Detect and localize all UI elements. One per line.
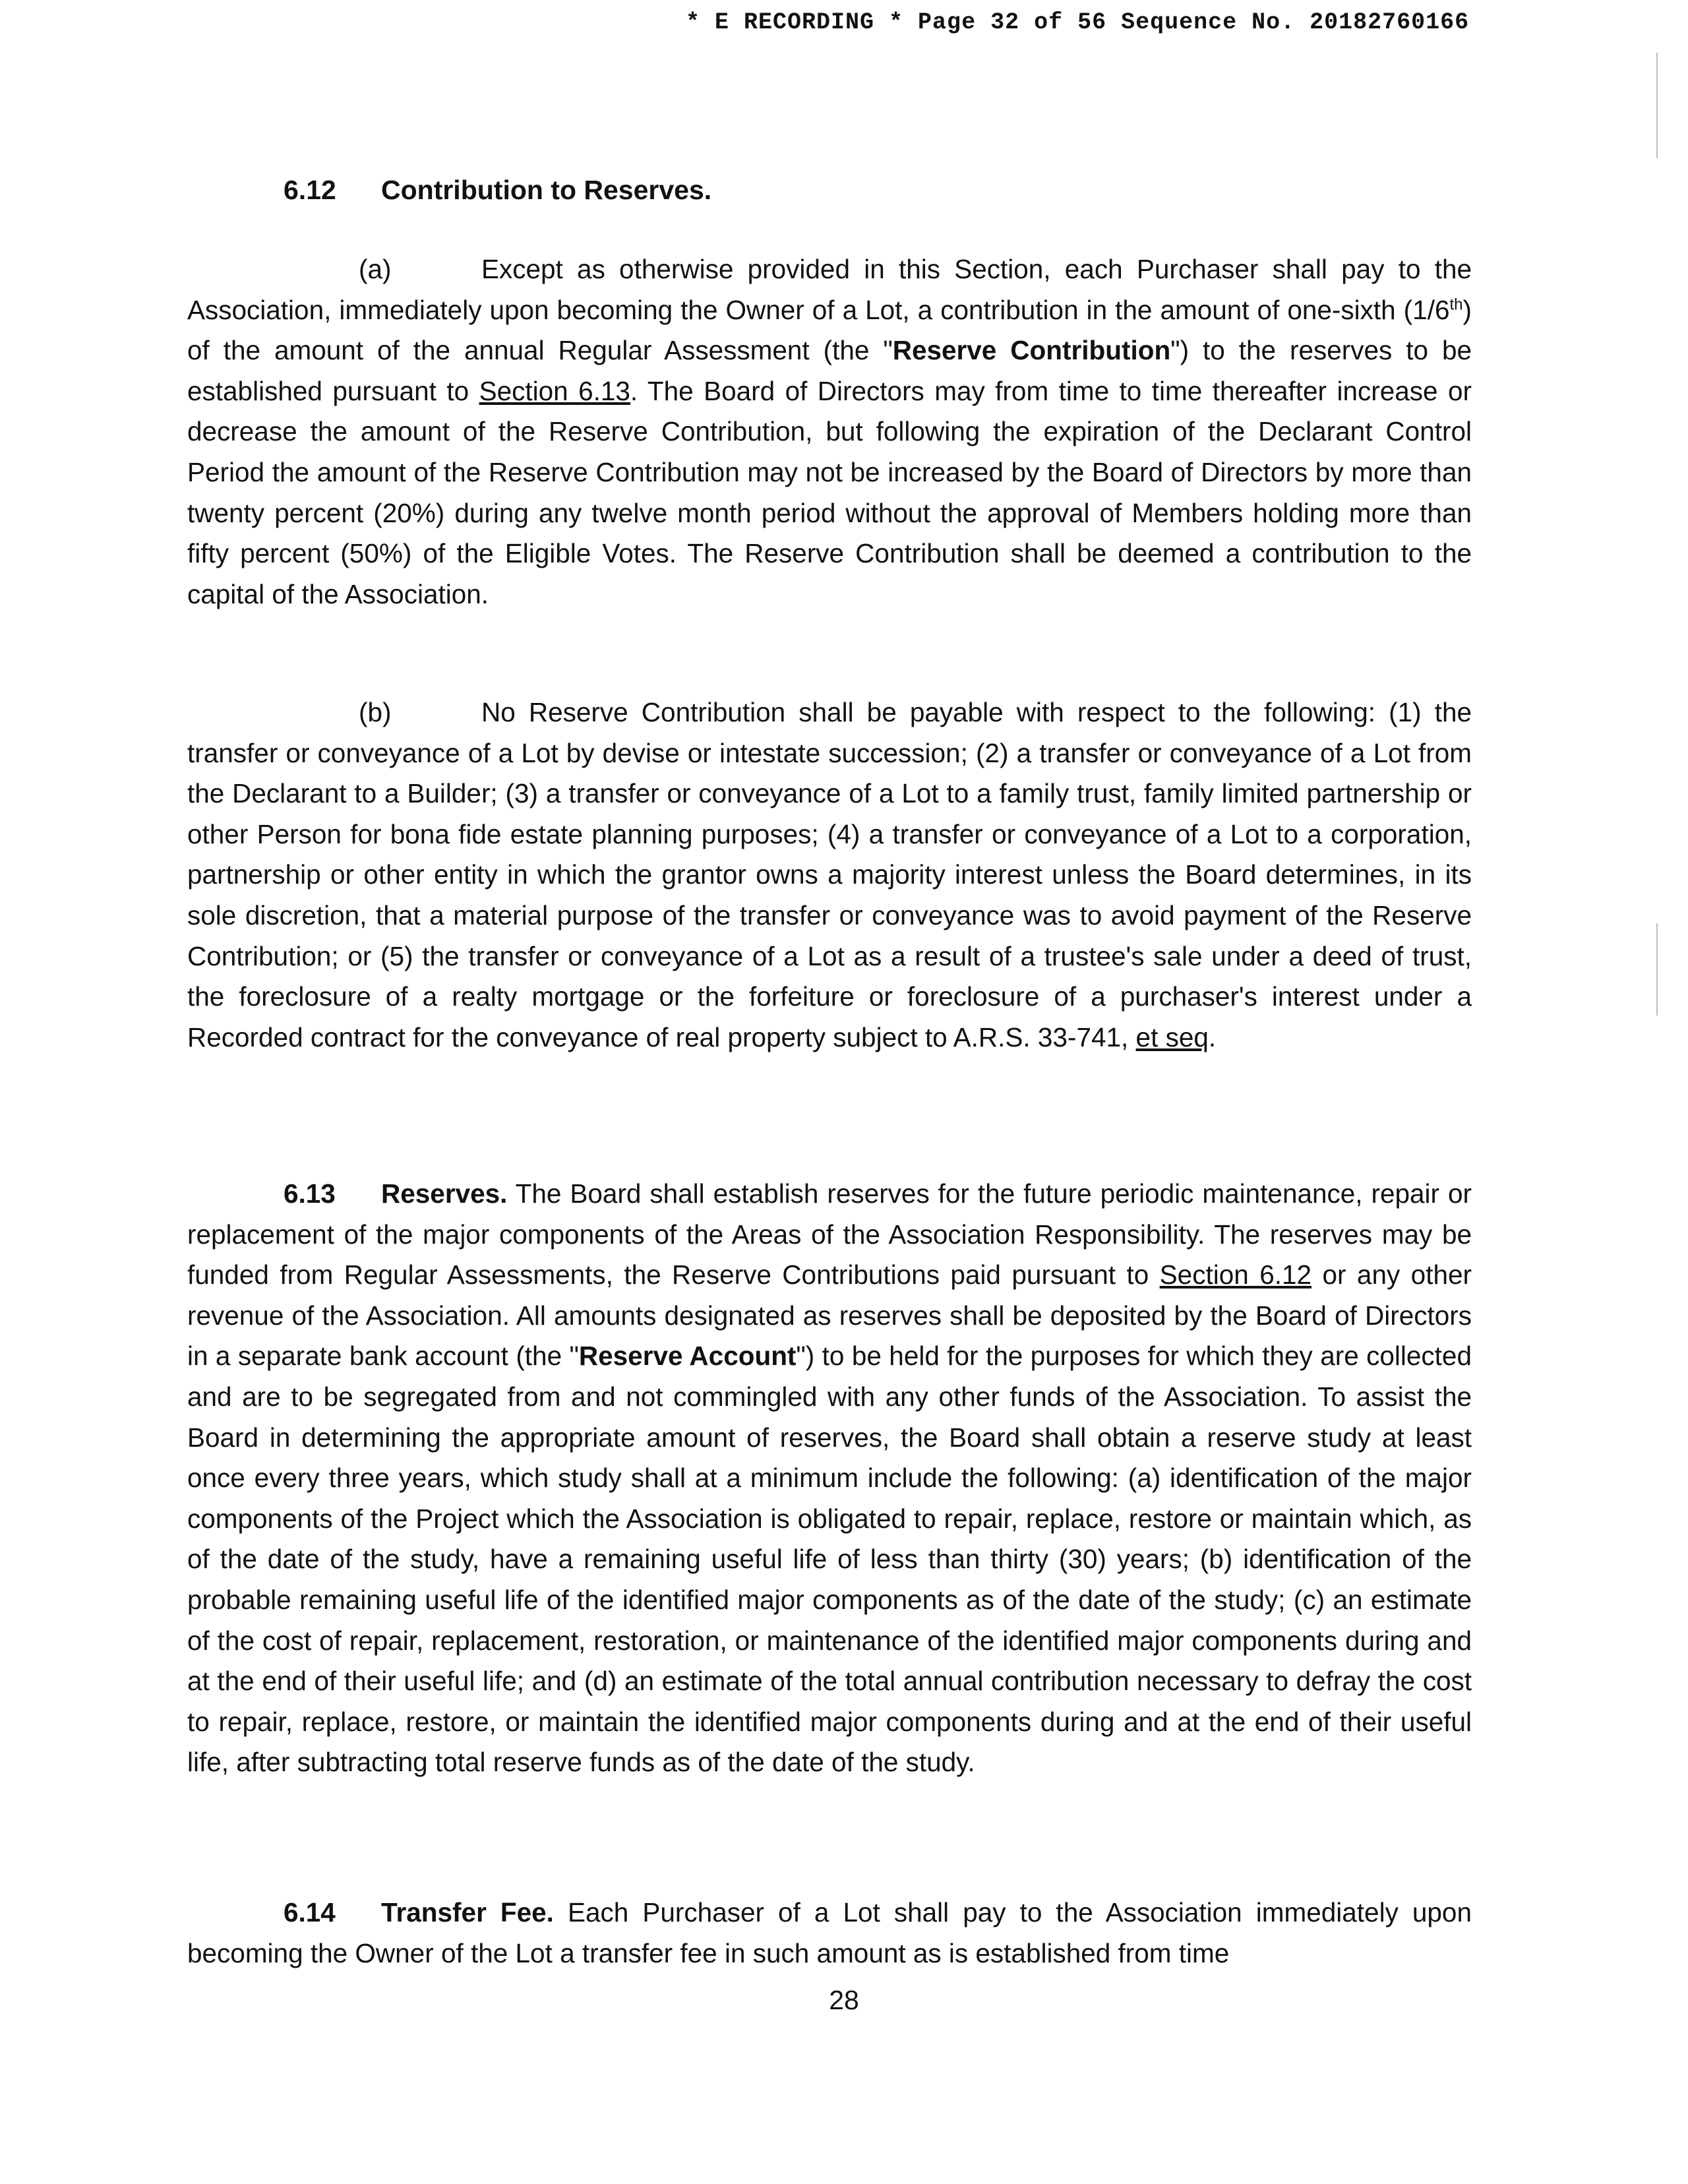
para-label: (a) [359, 254, 392, 284]
section-number: 6.13 [284, 1178, 336, 1209]
underlined-term: et seq [1135, 1021, 1209, 1052]
section-6-12-para-b: (b) No Reserve Contribution shall be payable with respect to the following: (1) the transfer or conveyance of a Lot by devise or intestate succession; (2) a transfer or conveyance of a Lot from the Declarant to a Builder; (3) a transfer or conveyance of a Lot to a family trust, family limited partnership or other Person for bona fide estate planning purposes; (4) a transfer or conveyance of a Lot to a corporation, partnership or other entity in which the grantor owns a majority interest unless the Board determines, in its sole discretion, that a material purpose of the transfer or conveyance was to avoid payment of the Reserve Contribution; or (5) the transfer or conveyance of a Lot as a result of a trustee's sale under a deed of trust, the foreclosure of a realty mortgage or the forfeiture or foreclosure of a purchaser's interest under a Recorded contract for the conveyance of real property subject to A.R.S. 33-741, et seq. [187, 692, 1472, 1058]
section-reference-link[interactable]: Section 6.13 [479, 375, 630, 406]
section-title: Transfer Fee. [381, 1897, 554, 1927]
section-6-14: 6.14 Transfer Fee. Each Purchaser of a Lot shall pay to the Association immediately upon becoming the Owner of the Lot a transfer fee in such amount as is established from time [187, 1893, 1472, 1974]
section-6-13: 6.13 Reserves. The Board shall establish reserves for the future periodic maintenance, repair or replacement of the major components of the Areas of the Association Responsibility. The reserves may be funded from Regular Assessments, the Reserve Contributions paid pursuant to Section 6.12 or any other revenue of the Association. All amounts designated as reserves shall be deposited by the Board of Directors in a separate bank account (the "Reserve Account") to be held for the purposes for which they are collected and are to be segregated from and not commingled with any other funds of the Association. To assist the Board in determining the appropriate amount of reserves, the Board shall obtain a reserve study at least once every three years, which study shall at a minimum include the following: (a) identification of the major components of the Project which the Association is obligated to repair, replace, restore or maintain which, as of the date of the study, have a remaining useful life of less than thirty (30) years; (b) identification of the probable remaining useful life of the identified major components as of the date of the study; (c) an estimate of the cost of repair, replacement, restoration, or maintenance of the identified major components during and at the end of their useful life; and (d) an estimate of the total annual contribution necessary to defray the cost to repair, replace, restore, or maintain the identified major components during and at the end of their useful life, after subtracting total reserve funds as of the date of the study. [187, 1174, 1472, 1783]
defined-term: Reserve Account [578, 1341, 797, 1372]
section-6-12-para-a: (a) Except as otherwise provided in this Section, each Purchaser shall pay to the Association, immediately upon becoming the Owner of a Lot, a contribution in the amount of one-sixth (1/6th) of the amount of the annual Regular Assessment (the "Reserve Contribution") to the reserves to be established pursuant to Section 6.13. The Board of Directors may from time to time thereafter increase or decrease the amount of the Reserve Contribution, but following the expiration of the Declarant Control Period the amount of the Reserve Contribution may not be increased by the Board of Directors by more than twenty percent (20%) during any twelve month period without the approval of Members holding more than fifty percent (50%) of the Eligible Votes. The Reserve Contribution shall be deemed a contribution to the capital of the Association. [187, 249, 1472, 615]
recording-header: * E RECORDING * Page 32 of 56 Sequence No. 20182760166 [686, 9, 1470, 36]
para-label: (b) [359, 697, 392, 727]
defined-term: Reserve Contribution [892, 335, 1171, 366]
scan-artifact [1656, 53, 1658, 158]
section-number: 6.12 [284, 175, 336, 205]
section-title: Reserves. [381, 1178, 508, 1209]
section-6-12-heading [284, 170, 711, 211]
section-title: Contribution to Reserves. [381, 175, 712, 205]
section-number: 6.14 [284, 1897, 336, 1927]
section-reference-link[interactable]: Section 6.12 [1159, 1259, 1312, 1290]
scan-artifact [1656, 923, 1658, 1016]
page-number: 28 [829, 1985, 859, 2015]
